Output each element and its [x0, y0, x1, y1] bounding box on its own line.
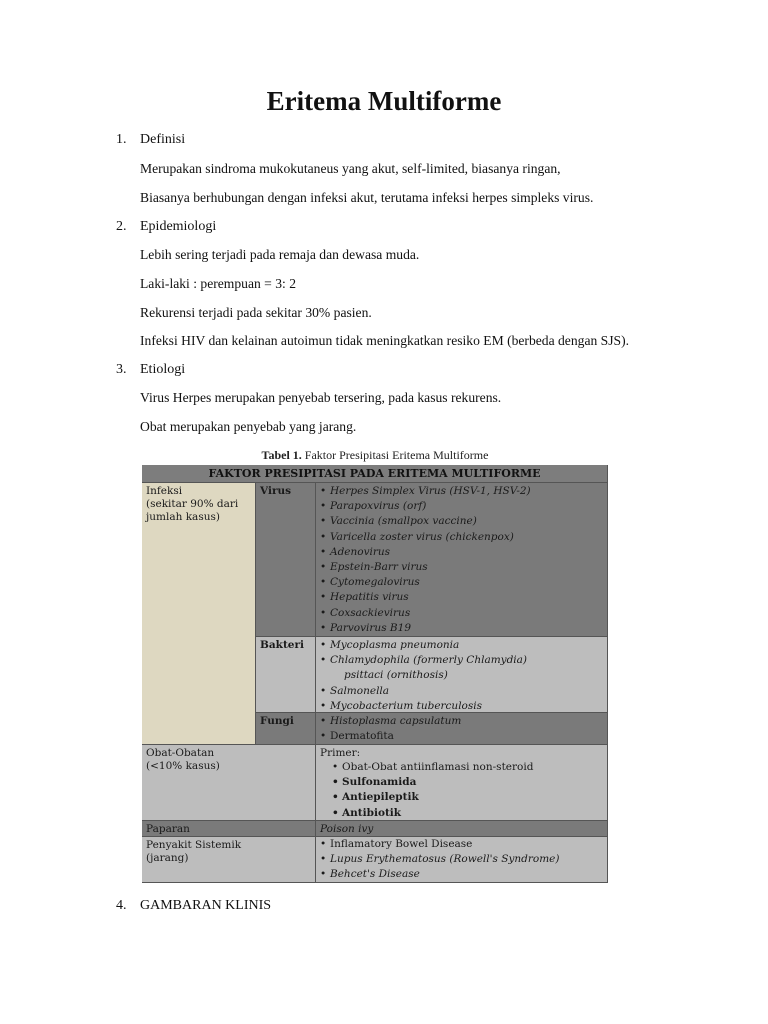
section-heading: Etiologi	[140, 362, 186, 377]
obat-list	[316, 745, 608, 821]
section-heading-epidemiologi	[116, 219, 216, 235]
section-heading-definisi	[116, 132, 185, 148]
list-item: • Lupus Erythematosus (Rowell's Syndrome)	[316, 852, 607, 867]
paragraph: Virus Herpes merupakan penyebab tersering, pada kasus rekurens.	[140, 390, 502, 405]
paragraph: Merupakan sindroma mukokutaneus yang akut, self-limited, biasanya ringan,	[140, 161, 561, 176]
paparan-label-cell	[142, 821, 316, 837]
table-caption	[230, 448, 520, 463]
bakteri-label-cell	[256, 637, 316, 713]
virus-label: Virus	[260, 485, 292, 497]
list-item: • Parvovirus B19	[316, 621, 607, 636]
paparan-value-cell	[316, 821, 608, 837]
list-item: • Chlamydophila (formerly Chlamydia)	[316, 653, 607, 668]
list-item: • Histoplasma capsulatum	[316, 714, 607, 729]
caption-label: Tabel 1.	[261, 448, 302, 462]
paragraph: Obat merupakan penyebab yang jarang.	[140, 419, 357, 434]
fungi-list	[316, 713, 608, 745]
obat-note: (<10% kasus)	[146, 760, 220, 772]
section-heading: GAMBARAN KLINIS	[140, 898, 272, 913]
table-header: FAKTOR PRESIPITASI PADA ERITEMA MULTIFORME	[142, 465, 608, 483]
section-heading-gambaran-klinis	[116, 898, 271, 914]
sistemik-list	[316, 837, 608, 883]
infeksi-cell	[142, 483, 256, 745]
infeksi-label: Infeksi	[146, 485, 183, 497]
precipitating-factors-table	[142, 465, 608, 883]
list-item: • Varicella zoster virus (chickenpox)	[316, 530, 607, 545]
section-heading: Epidemiologi	[140, 219, 217, 234]
list-item-continuation: psittaci (ornithosis)	[344, 669, 448, 682]
section-number: 1.	[116, 132, 127, 147]
fungi-label-cell	[256, 713, 316, 745]
list-item: • Inflamatory Bowel Disease	[316, 837, 607, 852]
list-item: • Salmonella	[316, 684, 607, 699]
list-item: • Sulfonamida	[328, 775, 607, 790]
paragraph: Rekurensi terjadi pada sekitar 30% pasien.	[140, 305, 372, 320]
obat-label-cell	[142, 745, 316, 821]
list-item: • Parapoxvirus (orf)	[316, 499, 607, 514]
paragraph: Laki-laki : perempuan = 3: 2	[140, 276, 297, 291]
paparan-label: Paparan	[146, 823, 190, 835]
paparan-value: Poison ivy	[320, 823, 374, 835]
list-item: • Antibiotik	[328, 806, 607, 821]
obat-label: Obat-Obatan	[146, 747, 215, 759]
paragraph: Infeksi HIV dan kelainan autoimun tidak meningkatkan resiko EM (berbeda dengan SJS).	[140, 333, 630, 348]
infeksi-note: (sekitar 90% dari jumlah kasus)	[146, 498, 239, 523]
list-item: • Hepatitis virus	[316, 590, 607, 605]
list-item: • Dermatofita	[316, 729, 607, 744]
paragraph: Biasanya berhubungan dengan infeksi akut, terutama infeksi herpes simpleks virus.	[140, 190, 594, 205]
section-number: 2.	[116, 219, 127, 234]
list-item: • Herpes Simplex Virus (HSV-1, HSV-2)	[316, 484, 607, 499]
fungi-label: Fungi	[260, 715, 294, 727]
sistemik-label: Penyakit Sistemik	[146, 839, 242, 851]
list-item: • Epstein-Barr virus	[316, 560, 607, 575]
list-item: • Obat-Obat antiinflamasi non-steroid	[328, 760, 607, 775]
list-item: • Mycoplasma pneumonia	[316, 638, 607, 653]
list-item: • Vaccinia (smallpox vaccine)	[316, 514, 607, 529]
section-number: 3.	[116, 362, 127, 377]
page-title: Eritema Multiforme	[266, 86, 502, 116]
list-item: • Adenovirus	[316, 545, 607, 560]
sistemik-note: (jarang)	[146, 852, 189, 864]
virus-label-cell	[256, 483, 316, 637]
bakteri-list	[316, 637, 608, 713]
list-item: • Mycobacterium tuberculosis	[316, 699, 607, 713]
section-heading: Definisi	[140, 132, 186, 147]
list-item: • Coxsackievirus	[316, 606, 607, 621]
list-item: • Antiepileptik	[328, 790, 607, 805]
bakteri-label: Bakteri	[260, 639, 305, 651]
virus-list	[316, 483, 608, 637]
section-number: 4.	[116, 898, 127, 913]
sistemik-label-cell	[142, 837, 316, 883]
obat-primer: Primer:	[320, 747, 361, 759]
list-item: • Cytomegalovirus	[316, 575, 607, 590]
paragraph: Lebih sering terjadi pada remaja dan dewasa muda.	[140, 247, 420, 262]
list-item: • Behcet's Disease	[316, 867, 607, 882]
caption-text: Faktor Presipitasi Eritema Multiforme	[304, 448, 489, 462]
section-heading-etiologi	[116, 362, 185, 378]
